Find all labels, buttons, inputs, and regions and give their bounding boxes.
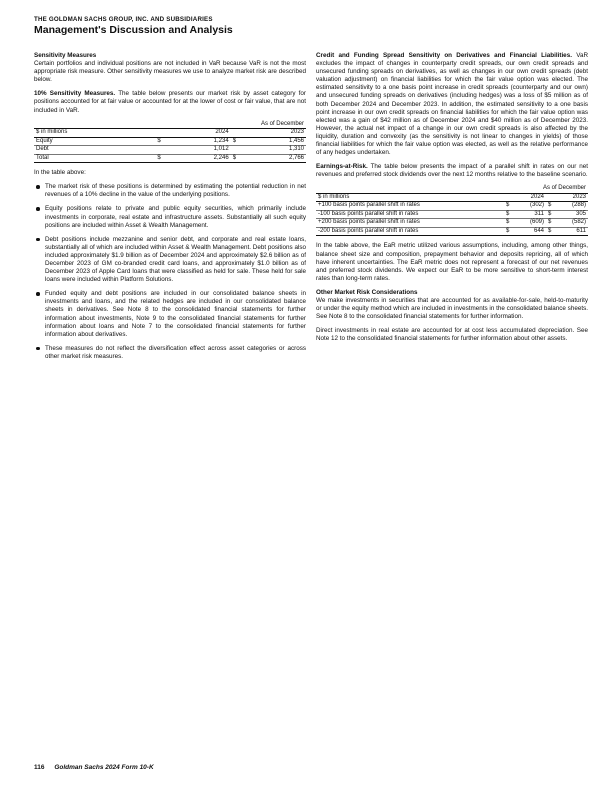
bullet-icon [36, 207, 40, 211]
ear-text: The table below presents the impact of a parallel shift in rates on our net revenues and preferred stock dividends over the next 12 months relative to the baseline scenario. [316, 163, 588, 179]
ear-after-paragraph: In the table above, the EaR metric utilized various assumptions, including, among other things, balance sheet size and composition, prepayment behavior and deposits repricing, all of which have inherent uncertainties. The EaR metric does not represent a forecast of our net revenues and preferred stock dividends. We expect our EaR to be more sensitive to short-term interest rates than long-term rates. [316, 242, 588, 282]
cell-value: (609) [514, 219, 546, 228]
cell-value: (288) [556, 202, 588, 211]
ten-percent-paragraph [34, 90, 306, 114]
sensitivity-heading: Sensitivity Measures [34, 52, 97, 59]
row-label: -200 basis points parallel shift in rates [316, 227, 504, 236]
credit-spread-paragraph [316, 52, 588, 157]
list-item: Equity positions relate to private and public equity securities, which primarily include investments in corporate, real estate and infrastructure assets. Substantially all such equity positions are included within Asset & Wealth Management. [34, 205, 306, 229]
page-number: 116 [34, 764, 45, 771]
right-column [316, 52, 588, 349]
left-column [34, 52, 306, 367]
cell-value: 1,310 [241, 146, 306, 155]
bullet-icon [36, 347, 40, 351]
org-name: THE GOLDMAN SACHS GROUP, INC. AND SUBSIDIARIES [34, 16, 213, 23]
table-row [34, 146, 306, 155]
table-col-2023: 2023 [546, 193, 588, 202]
credit-spread-heading: Credit and Funding Spread Sensitivity on Derivatives and Financial Liabilities. [316, 52, 572, 59]
row-label: -100 basis points parallel shift in rates [316, 210, 504, 219]
table-col-2023: 2023 [231, 129, 306, 138]
table-label-header: $ in millions [34, 129, 155, 138]
footer-document-name: Goldman Sachs 2024 Form 10-K [54, 764, 154, 771]
cell-value: 2,246 [165, 154, 230, 163]
bullet-icon [36, 292, 40, 296]
row-label: Equity [34, 137, 155, 146]
cell-value: 644 [514, 227, 546, 236]
list-item: Debt positions include mezzanine and senior debt, and corporate and real estate loans, substantially all of which are included within Asset & Wealth Management. Debt positions also included approximately $1.9 billion as of December 2024 and approximately $2.6 billion as of December 2023 of GM co-branded credit card loans, and approximately $1.0 billion as of December 2023 of Apple Card loans that were classified as held for sale. These held for sale loans were included within Platform Solutions. [34, 236, 306, 285]
credit-spread-text: VaR excludes the impact of changes in counterparty credit spreads, our own credit spreads and unsecured funding spreads on derivatives, as well as changes in our own credit spreads (debt valuation adjustment) on financial liabilities for which the fair value option was elected. The estimated sensitivity to a one basis point increase in credit spreads (counterparty and our own) and unsecured funding spreads on derivatives (including hedges) was a loss of $5 million as of both December 2024 and December 2023. In addition, the estimated sensitivity to a one basis point increase in our own credit spreads on financial liabilities for which the fair value option was elected was a gain of $42 million as of December 2024 and $40 million as of December 2023. However, the actual net impact of a change in our own credit spreads is also affected by the liquidity, duration and convexity (as the sensitivity is not linear to changes in yields) of those financial liabilities for which the fair value option was elected, as well as the relative performance of any hedges undertaken. [316, 52, 588, 157]
bullet-list [34, 183, 306, 361]
bullet-icon [36, 185, 40, 189]
page-footer [34, 764, 154, 771]
table-row: -200 basis points parallel shift in rates $ 644 $ 611 [318, 227, 586, 234]
table-super-header: As of December [504, 185, 588, 193]
ear-table [316, 185, 588, 236]
cell-value: 1,012 [165, 146, 230, 155]
table-col-2024: 2024 [504, 193, 546, 202]
other-risk-paragraph-1: We make investments in securities that are accounted for as available-for-sale, held-to-maturity or under the equity method which are included in investments in the consolidated balance sheets. See Note 8 to the consolidated financial statements for further information. [316, 296, 588, 321]
page-title: Management's Discussion and Analysis [34, 24, 233, 36]
bullet-icon [36, 238, 40, 242]
page-header [34, 16, 594, 36]
cell-value: 1,234 [165, 137, 230, 146]
list-item: The market risk of these positions is determined by estimating the potential reduction in net revenues of a 10% decline in the value of the underlying positions. [34, 183, 306, 199]
table-row: +200 basis points parallel shift in rates $ (609) $ (582) [318, 219, 586, 226]
table-col-2024: 2024 [155, 129, 230, 138]
table-row: -100 basis points parallel shift in rates $ 311 $ 305 [318, 210, 586, 217]
ten-percent-heading: 10% Sensitivity Measures. [34, 90, 116, 98]
row-label: Debt [34, 146, 155, 155]
other-risk-paragraph-2: Direct investments in real estate are accounted for at cost less accumulated depreciation. See Note 12 to the consolidated financial statements for further information about other assets. [316, 327, 588, 343]
table-super-header: As of December [155, 121, 306, 129]
table-row: Equity $ 1,234 $ 1,456 [36, 137, 304, 144]
cell-value: 311 [514, 210, 546, 219]
in-table-above: In the table above: [34, 169, 86, 177]
ten-percent-text: The table below presents our market risk by asset category for positions accounted for at fair value or accounted for at the lower of cost or fair value, that are not included in VaR. [34, 90, 307, 114]
row-label: +200 basis points parallel shift in rates [316, 219, 504, 228]
row-label: +100 basis points parallel shift in rates [316, 202, 504, 211]
table-row: +100 basis points parallel shift in rates $ (302) $ (288) [318, 202, 586, 209]
cell-value: (582) [556, 219, 588, 228]
cell-value: 305 [556, 210, 588, 219]
ear-heading: Earnings-at-Risk. [316, 163, 368, 171]
row-label: Total [34, 154, 155, 163]
cell-value: 611 [556, 227, 588, 236]
cell-value: 1,456 [241, 137, 306, 146]
table-row: Total $ 2,246 $ 2,766 [36, 154, 304, 161]
sensitivity-table [34, 121, 306, 164]
cell-value: 2,766 [241, 154, 306, 163]
ear-paragraph [316, 163, 588, 179]
cell-value: (302) [514, 202, 546, 211]
list-item: These measures do not reflect the diversification effect across asset categories or across other market risk measures. [34, 345, 306, 361]
other-risk-heading: Other Market Risk Considerations [316, 288, 418, 296]
sensitivity-paragraph: Certain portfolios and individual positions are not included in VaR because VaR is not the most appropriate risk measure. Other sensitivity measures we use to analyze market risk are described below. [34, 60, 306, 84]
list-item: Funded equity and debt positions are included in our consolidated balance sheets in investments and loans, and the related hedges are included in our consolidated balance sheets in derivatives. See Note 8 to the consolidated financial statements for further information about investments, Note 9 to the consolidated financial statements for further information about loans and Note 7 to the consolidated financial statements for further information about derivatives. [34, 290, 306, 339]
table-label-header: $ in millions [316, 193, 504, 202]
